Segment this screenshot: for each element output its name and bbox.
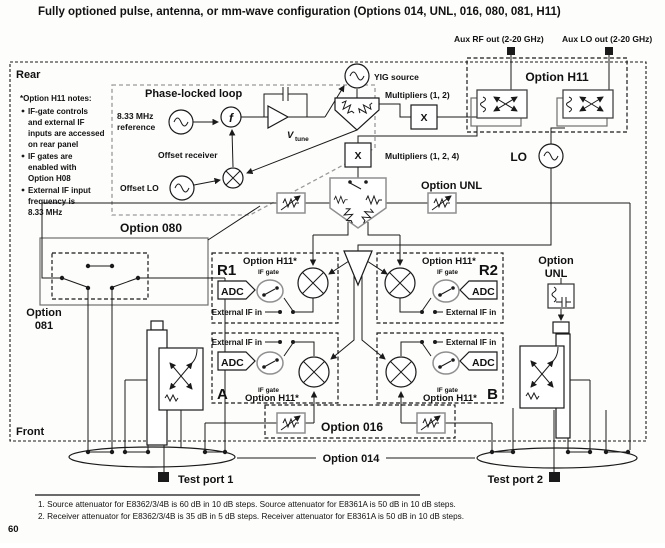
a-if-gate-switch xyxy=(257,352,283,374)
b-external-if-label: External IF in xyxy=(446,338,497,347)
offset-lo-oscillator xyxy=(170,176,194,200)
option-081-switches xyxy=(60,264,140,290)
note-line: IF gates are xyxy=(28,152,73,161)
offset-lo-to-mixer-arrow xyxy=(194,180,220,185)
receiver-attenuator-a xyxy=(277,413,305,433)
h11-lo-transfer-switch xyxy=(557,90,613,126)
lo-distribution-amplifier xyxy=(344,251,372,285)
option-080-box xyxy=(40,238,208,305)
note-line: on rear panel xyxy=(28,140,79,149)
a-mixer xyxy=(299,357,329,387)
lo-to-a-arrow xyxy=(331,272,354,359)
option-080-label: Option 080 xyxy=(120,221,183,235)
option-unl-rx-label-1: Option xyxy=(538,255,574,267)
test-port1-connector xyxy=(158,472,169,482)
loop-amplifier xyxy=(268,106,288,128)
r2-id: R2 xyxy=(478,262,498,279)
lo-label: LO xyxy=(510,150,527,164)
receiver-attenuator-b xyxy=(417,413,445,433)
b-if-gate-label: IF gate xyxy=(437,387,458,394)
multipliers-1-2-4-label: Multipliers (1, 2, 4) xyxy=(385,151,460,161)
r1-adc-label: ADC xyxy=(221,286,244,298)
note-line: and external IF xyxy=(28,118,85,127)
r1-if-gate-switch xyxy=(257,280,283,302)
vtune-sub-label: tune xyxy=(295,136,309,143)
yig-power-splitter xyxy=(335,98,379,130)
port2-transfer-switch xyxy=(520,346,564,408)
option-016-label: Option 016 xyxy=(320,420,384,434)
lo-oscillator xyxy=(539,144,563,168)
notes-heading: *Option H11 notes: xyxy=(20,94,92,103)
note-line: Option H08 xyxy=(28,174,71,183)
h11-rf-transfer-switch xyxy=(471,90,527,126)
offset-mixer xyxy=(223,168,243,188)
note-line: External IF input xyxy=(28,186,91,195)
note-line: 8.33 MHz xyxy=(28,208,63,217)
test-port2-coupler xyxy=(477,448,637,468)
test-port2-label: Test port 2 xyxy=(487,474,543,486)
a-option-label: Option H11* xyxy=(245,393,299,404)
note-line: enabled with xyxy=(28,163,77,172)
rear-label: Rear xyxy=(16,69,41,81)
yig-source-label: YIG source xyxy=(374,72,419,82)
port2-coupler-tap xyxy=(553,322,569,333)
option-081-label-2: 081 xyxy=(34,320,54,332)
multiplier-x-symbol-1: X xyxy=(420,112,428,124)
footnote-2: 2. Receiver attenuator for E8362/3/4B is 35 dB in 5 dB steps. Receiver attenuator for E8361A is 50 dB in 10 dB steps. xyxy=(38,512,465,521)
r2-if-gate-label: IF gate xyxy=(437,269,458,276)
page-title: Fully optioned pulse, antenna, or mm-wave configuration (Options 014, UNL, 016, 080, 081, H11) xyxy=(38,6,561,18)
r2-option-label: Option H11* xyxy=(422,256,476,267)
mixer-to-f-arrow xyxy=(232,130,233,167)
note-line: IF-gate controls xyxy=(28,107,89,116)
r2-mixer xyxy=(385,268,415,298)
vtune-label: V xyxy=(287,130,294,141)
option-h11-label: Option H11 xyxy=(525,70,589,84)
r1-option-label: Option H11* xyxy=(243,256,297,267)
test-port2-connector xyxy=(549,472,560,482)
source-splitter xyxy=(330,178,386,228)
test-port1-label: Test port 1 xyxy=(178,474,234,486)
note-line: inputs are accessed xyxy=(28,129,105,138)
f-symbol: f xyxy=(229,111,233,125)
source-attenuator-port1 xyxy=(277,193,305,213)
option-unl-source-label: Option UNL xyxy=(421,180,483,192)
yig-oscillator xyxy=(345,64,369,88)
multiplier-x-symbol-2: X xyxy=(354,150,362,162)
port1-coupler-tap xyxy=(151,321,163,330)
b-mixer xyxy=(386,357,416,387)
option-unl-bias-tee xyxy=(548,284,574,308)
b-id: B xyxy=(487,386,498,403)
aux-rf-out-connector xyxy=(507,47,515,55)
aux-rf-out-label: Aux RF out (2-20 GHz) xyxy=(454,34,544,44)
aux-lo-out-label: Aux LO out (2-20 GHz) xyxy=(562,34,653,44)
footnote-1: 1. Source attenuator for E8362/3/4B is 60 dB in 10 dB steps. Source attenuator for E8361A is 50 dB in 10 dB steps. xyxy=(38,500,456,509)
multipliers-1-2-label: Multipliers (1, 2) xyxy=(385,90,450,100)
offset-lo-label: Offset LO xyxy=(120,183,159,193)
a-external-if-label: External IF in xyxy=(211,338,262,347)
a-if-gate-label: IF gate xyxy=(258,387,279,394)
ref-label-1: 8.33 MHz xyxy=(117,111,154,121)
lo-to-b-arrow xyxy=(362,272,385,359)
a-adc-label: ADC xyxy=(221,357,244,369)
front-label: Front xyxy=(16,426,45,438)
b-option-label: Option H11* xyxy=(423,393,477,404)
footnote-rule xyxy=(35,494,420,496)
reference-oscillator xyxy=(169,110,193,134)
r1-id: R1 xyxy=(217,262,237,279)
note-line: frequency is xyxy=(28,197,76,206)
r1-mixer xyxy=(298,268,328,298)
r2-adc-label: ADC xyxy=(472,286,495,298)
lo-to-r1-arrow xyxy=(329,261,349,274)
option-081-box xyxy=(52,253,148,299)
ref-label-2: reference xyxy=(117,122,156,132)
b-if-gate-switch xyxy=(433,352,459,374)
r1-external-if-label: External IF in xyxy=(211,308,262,317)
source-attenuator-port2 xyxy=(428,193,456,213)
option-081-label-1: Option xyxy=(26,307,62,319)
offset-receiver-label: Offset receiver xyxy=(158,150,218,160)
test-port1-coupler xyxy=(69,447,235,467)
option-h11-notes xyxy=(20,94,105,217)
r2-external-if-label: External IF in xyxy=(446,308,497,317)
option-unl-rx-label-2: UNL xyxy=(544,268,568,280)
b-adc-label: ADC xyxy=(472,357,495,369)
aux-lo-out-connector xyxy=(605,47,613,55)
r1-if-gate-label: IF gate xyxy=(258,269,279,276)
page-number: 60 xyxy=(8,524,19,535)
port1-transfer-switch xyxy=(159,348,203,410)
a-id: A xyxy=(217,386,228,403)
r2-if-gate-switch xyxy=(433,280,459,302)
pll-title: Phase-locked loop xyxy=(145,88,243,100)
option-014-label: Option 014 xyxy=(322,453,380,465)
